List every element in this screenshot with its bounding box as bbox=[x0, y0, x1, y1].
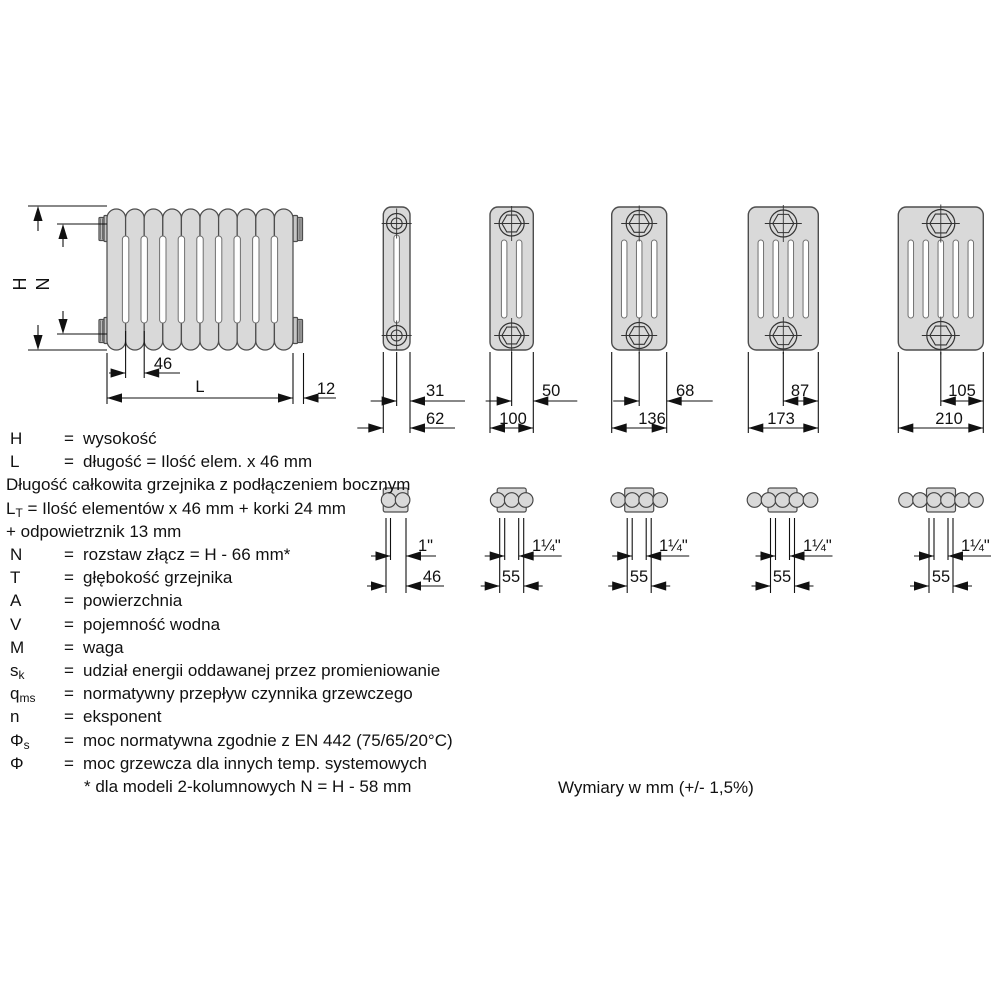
legend-row-H: H = wysokość bbox=[10, 429, 157, 448]
dimensions-tolerance-note: Wymiary w mm (+/- 1,5%) bbox=[558, 778, 754, 797]
top-view-5-connection: 1¼" bbox=[961, 537, 990, 555]
legend-row-A: A = powierzchnia bbox=[10, 591, 183, 611]
legend-row-phi: Φ = moc grzewcza dla innych temp. systemowych bbox=[10, 753, 427, 773]
length-dim-label: L bbox=[195, 378, 205, 396]
legend-row-T: T = głębokość grzejnika bbox=[10, 568, 233, 588]
side-view-1-half-depth: 31 bbox=[426, 382, 445, 400]
side-view-2-depth: 100 bbox=[499, 410, 527, 428]
legend-row-footnote-2col: * dla modeli 2-kolumnowych N = H - 58 mm bbox=[84, 777, 412, 797]
side-view-1-depth: 62 bbox=[426, 410, 445, 428]
side-view-2-half-depth: 50 bbox=[542, 382, 561, 400]
symbol-legend bbox=[5, 427, 485, 798]
legend-row-sk: $s_k$ = udział energii oddawanej przez promieniowanie bbox=[10, 661, 441, 683]
legend-row-M: M = waga bbox=[10, 637, 124, 657]
legend-row-phi-s: $\Phi_s$ = moc normatywna zgodnie z EN 442 (75/65/20°C) bbox=[10, 730, 453, 752]
top-view-2-connection: 1¼" bbox=[532, 537, 561, 555]
end-offset-dim-label: 12 bbox=[316, 380, 336, 398]
top-view-3-element-width: 55 bbox=[629, 568, 649, 586]
legend-row-n: n = eksponent bbox=[10, 707, 162, 727]
top-view-1-connection: 1" bbox=[418, 537, 434, 555]
legend-row-total-length-note: Długość całkowita grzejnika z podłączeniem bocznym bbox=[6, 475, 411, 495]
legend-row-N: N = rozstaw złącz = H - 66 mm* bbox=[10, 545, 291, 565]
legend-row-air-vent: + odpowietrznik 13 mm bbox=[6, 521, 182, 541]
top-view-3-connection: 1¼" bbox=[659, 537, 688, 555]
side-view-3-depth: 136 bbox=[638, 410, 666, 428]
legend-row-qms: $q_{ms}$ = normatywny przepływ czynnika grzewczego bbox=[10, 684, 413, 706]
side-view-5-half-depth: 105 bbox=[948, 382, 976, 400]
top-view-5-element-width: 55 bbox=[931, 568, 951, 586]
side-view-4-half-depth: 87 bbox=[790, 382, 810, 400]
legend-row-V: V = pojemność wodna bbox=[10, 614, 221, 634]
top-view-4-connection: 1¼" bbox=[803, 537, 832, 555]
connection-spacing-dim-label: N bbox=[33, 277, 53, 291]
top-view-4-element-width: 55 bbox=[772, 568, 792, 586]
legend-row-LT: $L_T$ = Ilość elementów x 46 mm + korki 24 mm bbox=[6, 498, 346, 520]
legend-row-L: L = długość = Ilość elem. x 46 mm bbox=[10, 452, 313, 472]
top-view-1-element-width: 46 bbox=[422, 568, 442, 586]
side-view-5-depth: 210 bbox=[935, 410, 963, 428]
side-view-3-half-depth: 68 bbox=[676, 382, 695, 400]
top-view-2-element-width: 55 bbox=[501, 568, 521, 586]
height-dim-label: H bbox=[10, 277, 30, 291]
side-view-4-depth: 173 bbox=[767, 410, 795, 428]
element-pitch-dim-label: 46 bbox=[153, 355, 173, 373]
